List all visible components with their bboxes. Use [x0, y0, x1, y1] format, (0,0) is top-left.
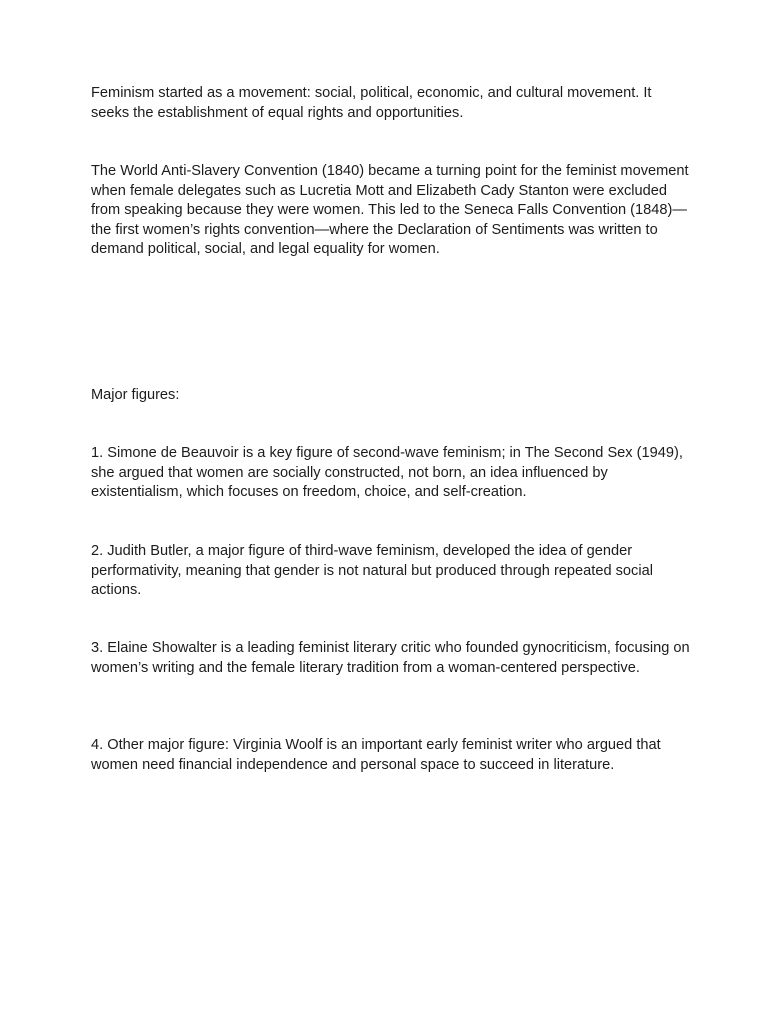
figure-item-showalter: 3. Elaine Showalter is a leading feminist literary critic who founded gynocriticism, focusing on women’s writing and the female literary tradition from a woman-centered perspective.	[91, 640, 690, 676]
convention-paragraph: The World Anti-Slavery Convention (1840) became a turning point for the feminist movement when female delegates such as Lucretia Mott and Elizabeth Cady Stanton were excluded from speaking because they were women. This led to the Seneca Falls Convention (1848)—the first women’s rights convention—where the Declaration of Sentiments was written to demand political, social, and legal equality for women.	[91, 163, 689, 258]
major-figures-heading: Major figures:	[91, 387, 180, 403]
figure-item-beauvoir: 1. Simone de Beauvoir is a key figure of second-wave feminism; in The Second Sex (1949), she argued that women are socially constructed, not born, an idea influenced by existentialism, which focuses on freedom, choice, and self-creation.	[91, 445, 683, 501]
intro-paragraph: Feminism started as a movement: social, political, economic, and cultural movement. It seeks the establishment of equal rights and opportunities.	[91, 85, 652, 121]
figure-item-woolf: 4. Other major figure: Virginia Woolf is an important early feminist writer who argued that women need financial independence and personal space to succeed in literature.	[91, 737, 661, 773]
figure-item-butler: 2. Judith Butler, a major figure of third-wave feminism, developed the idea of gender performativity, meaning that gender is not natural but produced through repeated social actions.	[91, 543, 653, 599]
